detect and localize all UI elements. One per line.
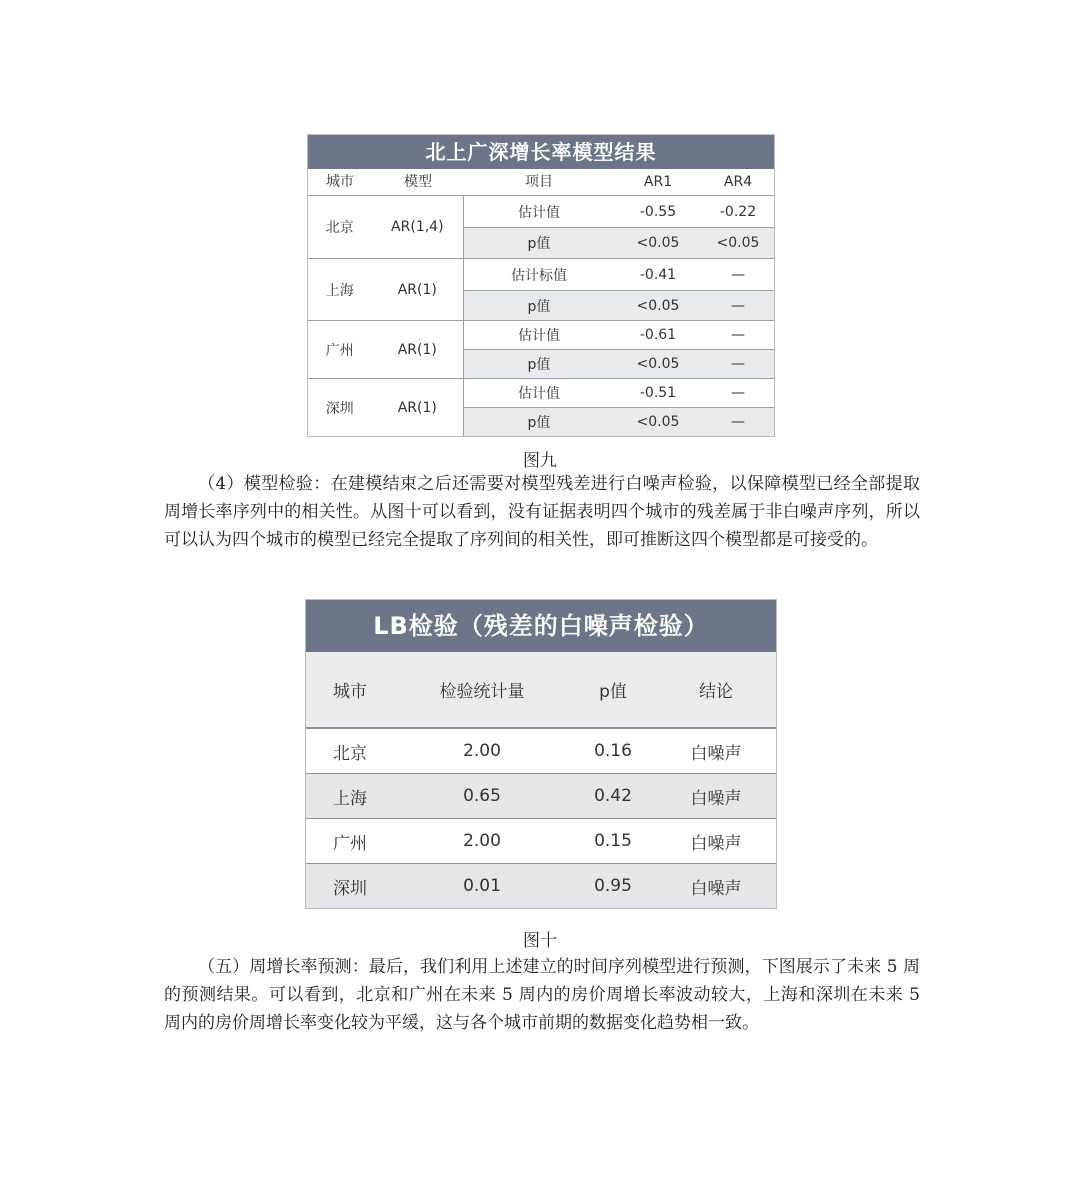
table-row xyxy=(306,774,776,819)
header-city: 城市 xyxy=(333,682,367,702)
ar1-cell: -0.51 xyxy=(639,385,677,401)
table-row xyxy=(464,196,774,227)
table-row xyxy=(306,864,776,908)
p-value-cell: 0.42 xyxy=(594,786,632,806)
city-cell: 深圳 xyxy=(333,878,367,899)
conclusion-cell: 白噪声 xyxy=(690,788,742,809)
city-group-shanghai xyxy=(308,259,774,321)
ar4-cell: — xyxy=(731,385,745,401)
city-group-shenzhen xyxy=(308,379,774,436)
city-name: 深圳 xyxy=(325,400,354,417)
city-name: 北京 xyxy=(325,220,354,236)
model-results-table xyxy=(307,134,775,437)
table-header-row xyxy=(308,169,774,196)
header-model: 模型 xyxy=(404,174,432,190)
ar4-cell: — xyxy=(731,297,745,314)
item-cell: 估计值 xyxy=(518,386,560,402)
header-ar1: AR1 xyxy=(643,174,673,190)
lb-test-table xyxy=(305,599,777,909)
paragraph-text: （五）周增长率预测：最后，我们利用上述建立的时间序列模型进行预测，下图展示了未来 5 周的预测结果。可以看到，北京和广州在未来 5 周内的房价周增长率波动较大，上海和深圳在未来 5 周内的房价周增长率变化较为平缓，这与各个城市前期的数据变化趋势相一致。 xyxy=(164,957,920,1033)
table-row xyxy=(306,729,776,774)
figure-caption-10: 图十 xyxy=(523,931,557,951)
ar4-cell: — xyxy=(731,414,745,430)
table-title: 北上广深增长率模型结果 xyxy=(308,135,774,169)
ar1-cell: <0.05 xyxy=(636,235,680,251)
city-cell: 北京 xyxy=(333,743,367,764)
table-row xyxy=(464,259,774,290)
paragraph-model-check xyxy=(164,470,920,554)
header-statistic: 检验统计量 xyxy=(439,682,525,702)
model-name: AR(1) xyxy=(397,341,437,358)
header-item: 项目 xyxy=(525,174,553,190)
city-name: 上海 xyxy=(325,282,354,299)
statistic-cell: 0.65 xyxy=(463,786,501,806)
item-cell: 估计标值 xyxy=(511,267,567,284)
city-cell: 广州 xyxy=(333,833,367,854)
p-value-cell: 0.16 xyxy=(594,741,632,761)
item-cell: p值 xyxy=(527,298,551,315)
city-name: 广州 xyxy=(325,342,354,359)
conclusion-cell: 白噪声 xyxy=(690,833,742,854)
city-group-guangzhou xyxy=(308,321,774,379)
statistic-cell: 2.00 xyxy=(463,831,501,851)
city-group-beijing xyxy=(308,196,774,259)
paragraph-text: （4）模型检验：在建模结束之后还需要对模型残差进行白噪声检验，以保障模型已经全部提取周增长率序列中的相关性。从图十可以看到，没有证据表明四个城市的残差属于非白噪声序列，所以可以认为四个城市的模型已经完全提取了序列间的相关性，即可推断这四个模型都是可接受的。 xyxy=(164,474,920,550)
table-row xyxy=(464,379,774,407)
ar4-cell: -0.22 xyxy=(719,203,757,220)
city-cell: 上海 xyxy=(333,788,367,809)
figure-caption-9: 图九 xyxy=(523,451,557,471)
ar1-cell: <0.05 xyxy=(636,356,680,372)
table-header-row xyxy=(306,652,776,729)
paragraph-forecast xyxy=(164,953,920,1037)
model-name: AR(1) xyxy=(397,399,437,416)
ar1-cell: -0.61 xyxy=(639,327,677,343)
header-conclusion: 结论 xyxy=(699,682,733,702)
item-cell: p值 xyxy=(527,236,551,252)
table-row xyxy=(306,819,776,864)
table-row xyxy=(464,227,774,258)
ar1-cell: <0.05 xyxy=(636,297,680,314)
statistic-cell: 0.01 xyxy=(463,876,501,896)
model-name: AR(1,4) xyxy=(391,219,444,235)
item-cell: 估计值 xyxy=(518,328,560,344)
item-cell: p值 xyxy=(527,415,551,431)
p-value-cell: 0.15 xyxy=(594,831,632,851)
ar1-cell: -0.55 xyxy=(639,203,677,220)
conclusion-cell: 白噪声 xyxy=(690,878,742,899)
p-value-cell: 0.95 xyxy=(594,876,632,896)
header-p-value: p值 xyxy=(599,682,627,702)
table-row xyxy=(464,349,774,378)
ar4-cell: <0.05 xyxy=(716,235,760,251)
statistic-cell: 2.00 xyxy=(463,741,501,761)
table-row xyxy=(464,321,774,349)
model-name: AR(1) xyxy=(397,281,437,298)
conclusion-cell: 白噪声 xyxy=(690,743,742,764)
table-row xyxy=(464,407,774,436)
ar4-cell: — xyxy=(731,356,745,372)
ar4-cell: — xyxy=(731,327,745,343)
item-cell: 估计值 xyxy=(518,204,560,221)
item-cell: p值 xyxy=(527,357,551,373)
header-city: 城市 xyxy=(326,174,354,190)
ar1-cell: -0.41 xyxy=(639,266,677,283)
header-ar4: AR4 xyxy=(723,174,753,190)
table-title: LB检验（残差的白噪声检验） xyxy=(306,600,776,652)
table-row xyxy=(464,290,774,320)
ar1-cell: <0.05 xyxy=(636,414,680,430)
ar4-cell: — xyxy=(731,266,745,283)
